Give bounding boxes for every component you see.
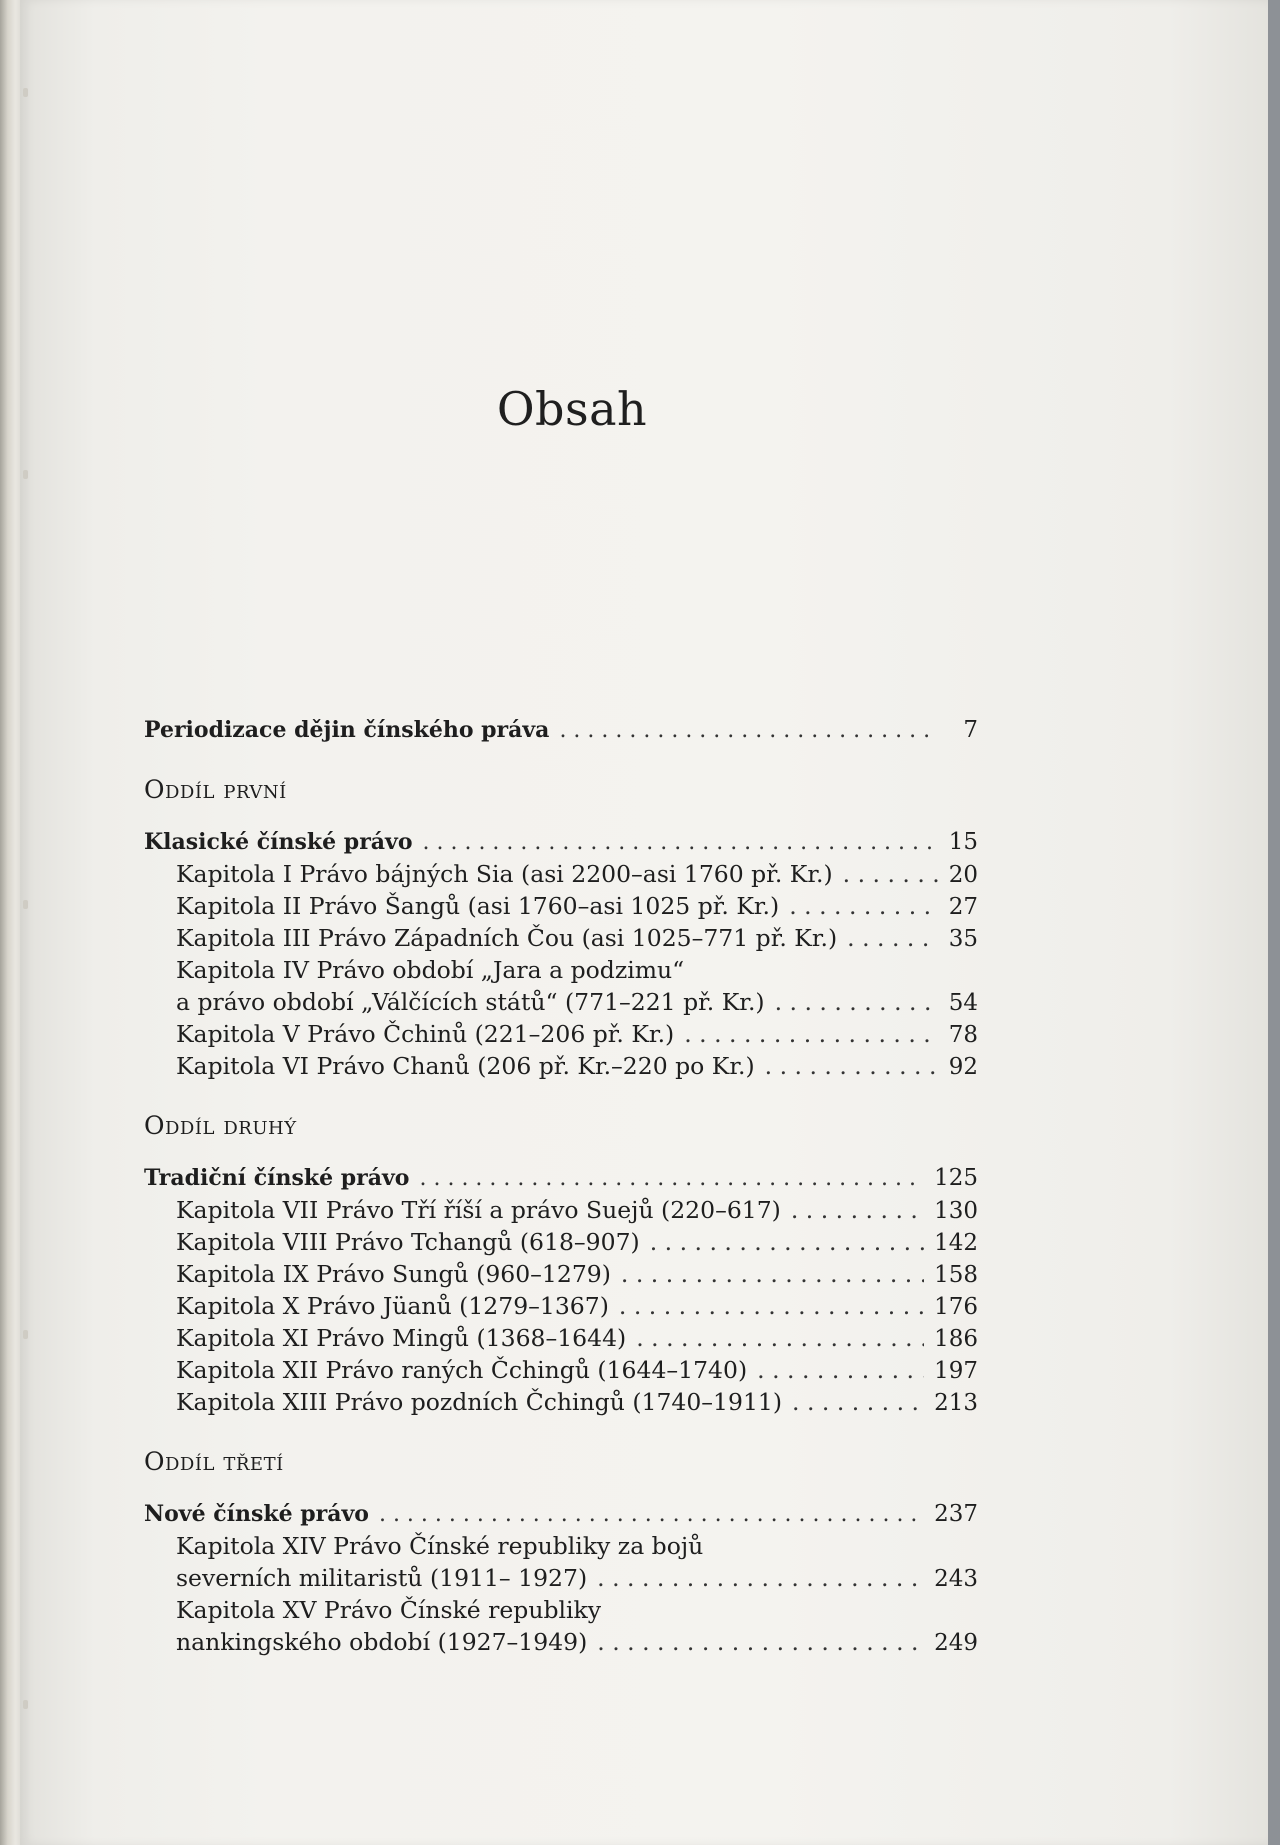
toc-page-number: 213 (934, 1390, 978, 1416)
dot-leader (650, 1226, 924, 1258)
toc-chapter (144, 1226, 978, 1258)
toc-part (144, 826, 978, 858)
toc-chapter (144, 1354, 978, 1386)
toc-page-number: 78 (948, 1022, 978, 1048)
dot-leader (621, 1258, 924, 1290)
toc-chapter (144, 858, 978, 890)
toc-part (144, 1498, 978, 1530)
toc-entry-periodizace (144, 714, 978, 746)
toc-page-number: 35 (948, 926, 978, 952)
toc-page-number: 158 (934, 1262, 978, 1288)
toc-chapter (144, 1258, 978, 1290)
toc-chapter-line1 (144, 1530, 978, 1562)
toc-chapter (144, 1386, 978, 1418)
section-heading: Oddíl druhý (144, 1111, 297, 1140)
binding-stitch (23, 88, 28, 97)
binding-stitch (23, 1700, 28, 1709)
toc-chapter-label: Kapitola XV Právo Čínské republiky (176, 1596, 602, 1624)
toc-chapter-label: Kapitola I Právo bájných Sia (asi 2200–asi 1760 př. Kr.) (176, 860, 833, 888)
toc-page-number: 27 (948, 894, 978, 920)
toc-chapter (144, 1194, 978, 1226)
section-heading: Oddíl první (144, 775, 287, 804)
dot-leader (775, 986, 938, 1018)
toc-chapter-label-continued: nankingského období (1927–1949) (176, 1628, 588, 1656)
toc-chapter (144, 922, 978, 954)
toc-chapter-line2 (144, 1562, 978, 1594)
dot-leader (765, 1050, 938, 1082)
toc-part-label: Tradiční čínské právo (144, 1165, 410, 1191)
toc-chapter (144, 890, 978, 922)
toc-chapter-label: Kapitola IV Právo období „Jara a podzimu“ (176, 956, 685, 984)
binding-stitch (23, 900, 28, 909)
dot-leader (847, 922, 938, 954)
toc-chapter-label: Kapitola XIII Právo pozdních Čchingů (1740–1911) (176, 1388, 783, 1416)
dot-leader (379, 1499, 924, 1531)
dot-leader (843, 858, 938, 890)
toc-chapter-label: Kapitola IX Právo Sungů (960–1279) (176, 1260, 611, 1288)
dot-leader (757, 1354, 924, 1386)
toc-chapter-label: Kapitola X Právo Jüanů (1279–1367) (176, 1292, 609, 1320)
toc-chapter-label-continued: severních militaristů (1911– 1927) (176, 1564, 588, 1592)
toc-chapter-line2 (144, 986, 978, 1018)
toc-page-number: 237 (934, 1501, 978, 1527)
toc-page-number: 130 (934, 1198, 978, 1224)
table-of-contents (144, 714, 978, 1658)
toc-chapter-label: Kapitola VI Právo Chanů (206 př. Kr.–220 po Kr.) (176, 1052, 755, 1080)
toc-chapter (144, 1050, 978, 1082)
toc-entry-label: Periodizace dějin čínského práva (144, 717, 550, 743)
toc-page-number: 15 (948, 829, 978, 855)
dot-leader (791, 1194, 924, 1226)
toc-chapter-label: Kapitola XIV Právo Čínské republiky za bojů (176, 1532, 704, 1560)
toc-chapter (144, 1322, 978, 1354)
book-page (20, 0, 1268, 1845)
section-heading: Oddíl třetí (144, 1447, 284, 1476)
toc-chapter-line2 (144, 1626, 978, 1658)
dot-leader (619, 1290, 924, 1322)
toc-page-number: 20 (948, 862, 978, 888)
toc-part-label: Nové čínské právo (144, 1501, 369, 1527)
toc-page-number: 197 (934, 1358, 978, 1384)
toc-part-label: Klasické čínské právo (144, 829, 413, 855)
toc-chapter-line1 (144, 954, 978, 986)
toc-chapter-label-continued: a právo období „Válčících států“ (771–221 př. Kr.) (176, 988, 765, 1016)
dot-leader (684, 1018, 938, 1050)
dot-leader (597, 1626, 924, 1658)
toc-page-number: 92 (948, 1054, 978, 1080)
toc-chapter-label: Kapitola II Právo Šangů (asi 1760–asi 1025 př. Kr.) (176, 892, 780, 920)
dot-leader (559, 715, 938, 747)
toc-chapter-label: Kapitola III Právo Západních Čou (asi 1025–771 př. Kr.) (176, 924, 838, 952)
dot-leader (423, 827, 939, 859)
toc-page-number: 7 (963, 717, 978, 743)
dot-leader (419, 1163, 924, 1195)
toc-chapter (144, 1290, 978, 1322)
toc-chapter-label: Kapitola XII Právo raných Čchingů (1644–1740) (176, 1356, 748, 1384)
binding-stitch (23, 470, 28, 479)
toc-page-number: 249 (934, 1630, 978, 1656)
toc-page-number: 142 (934, 1230, 978, 1256)
binding-stitch (23, 1330, 28, 1339)
toc-chapter (144, 1018, 978, 1050)
toc-page-number: 186 (934, 1326, 978, 1352)
toc-chapter-label: Kapitola XI Právo Mingů (1368–1644) (176, 1324, 627, 1352)
book-binding (0, 0, 22, 1845)
toc-chapter-line1 (144, 1594, 978, 1626)
toc-chapter-label: Kapitola V Právo Čchinů (221–206 př. Kr.) (176, 1020, 675, 1048)
toc-chapter-label: Kapitola VIII Právo Tchangů (618–907) (176, 1228, 640, 1256)
toc-page-number: 176 (934, 1294, 978, 1320)
toc-chapter-label: Kapitola VII Právo Tří říší a právo Suejů (220–617) (176, 1196, 781, 1224)
toc-page-number: 54 (948, 990, 978, 1016)
dot-leader (789, 890, 938, 922)
toc-page-number: 125 (934, 1165, 978, 1191)
page-title: Obsah (496, 382, 648, 436)
dot-leader (792, 1386, 924, 1418)
toc-part (144, 1162, 978, 1194)
dot-leader (636, 1322, 924, 1354)
toc-page-number: 243 (934, 1566, 978, 1592)
dot-leader (597, 1562, 924, 1594)
